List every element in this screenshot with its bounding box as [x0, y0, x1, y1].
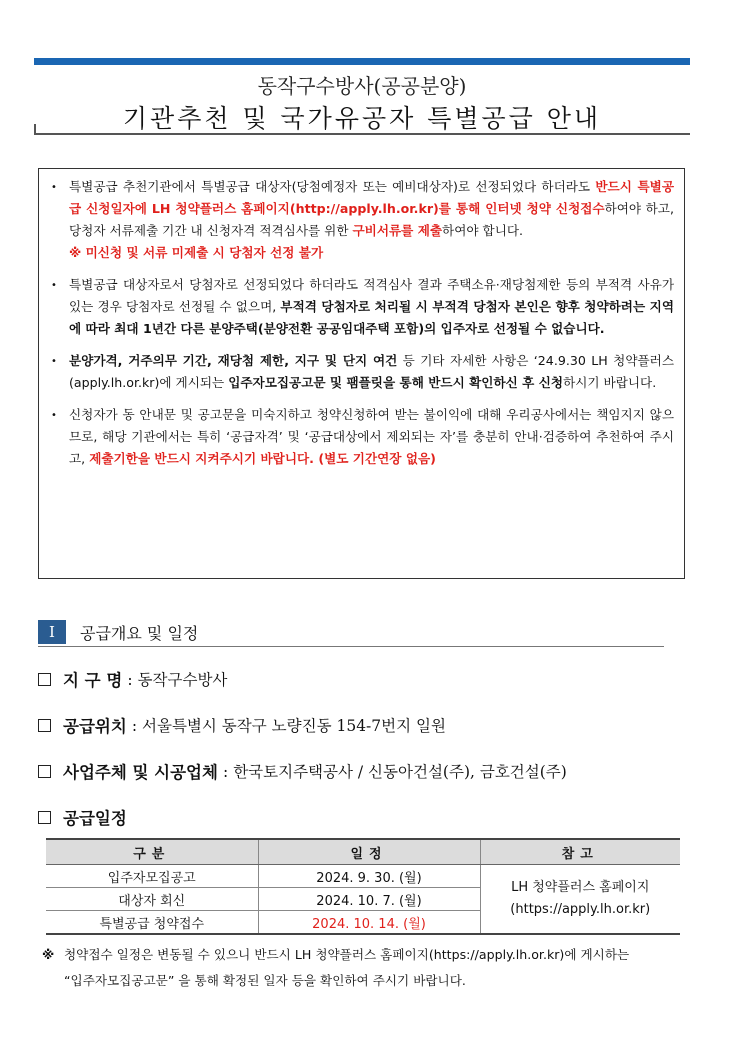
checkbox-icon	[38, 811, 51, 824]
notice-emphasis: 제출기한을 반드시 지켜주시기 바랍니다. (별도 기간연장 없음)	[89, 451, 436, 466]
col-header: 참고	[480, 839, 680, 865]
item-schedule: 공급일정	[38, 805, 127, 829]
doc-title: 기관추천 및 국가유공자 특별공급 안내	[122, 104, 602, 133]
bullet-icon: •	[51, 280, 57, 291]
bullet-icon: •	[51, 356, 57, 367]
checkbox-icon	[38, 765, 51, 778]
row-item: 대상자 회신	[46, 888, 258, 911]
row-date: 2024. 9. 30. (월)	[258, 865, 480, 888]
checkbox-icon	[38, 673, 51, 686]
title-underline	[34, 133, 690, 135]
row-date-highlight: 2024. 10. 14. (월)	[258, 911, 480, 935]
notice-emphasis: 반드시 특별공급 신청일자에 LH 청약플러스 홈페이지(http://apply.lh.or.kr)를 통해 인터넷 청약 신청접수	[69, 179, 674, 216]
notice-bullet-4: • 신청자가 동 안내문 및 공고문을 미숙지하고 청약신청하여 받는 불이익에 대해 우리공사에서는 책임지지 않으므로, 해당 기관에서는 특히 ‘공급자격’ 및 ‘공급대상에서 제외되는 자’를 충분히 안내·검증하여 추천하여 주시고, 제출기한을 반드시 지켜주시기 바랍니다. (별도 기간연장 없음)	[51, 404, 674, 470]
notice-bullet-2: • 특별공급 대상자로서 당첨자로 선정되었다 하더라도 적격심사 결과 주택소유·재당첨제한 등의 부적격 사유가 있는 경우 당첨자로 선정될 수 없으며, 부적격 당첨자로 처리될 시 부적격 당첨자 본인은 향후 청약하려는 지역에 따라 최대 1년간 다른 분양주택(분양전환 공공임대주택 포함)의 입주자로 선정될 수 없습니다.	[51, 274, 674, 340]
section-number: Ⅰ	[38, 620, 66, 644]
bullet-icon: •	[51, 410, 57, 421]
item-operator: 사업주체 및 시공업체 : 한국토지주택공사 / 신동아건설(주), 금호건설(주)	[38, 759, 567, 783]
row-item: 입주자모집공고	[46, 865, 258, 888]
bullet-icon: •	[51, 182, 57, 193]
schedule-table	[46, 838, 680, 935]
col-header: 일정	[258, 839, 480, 865]
footnote: ※ 청약접수 일정은 변동될 수 있으니 반드시 LH 청약플러스 홈페이지(https://apply.lh.or.kr)에 게시하는 “입주자모집공고문” 을 통해 확정된 일자 등을 확인하여 주시기 바랍니다.	[42, 942, 692, 994]
header-top-bar	[34, 58, 690, 65]
notice-box	[38, 168, 685, 579]
notice-warning: ※ 미신청 및 서류 미제출 시 당첨자 선정 불가	[69, 245, 324, 260]
section-divider	[38, 646, 664, 647]
notice-bullet-3: • 분양가격, 거주의무 기간, 재당첨 제한, 지구 및 단지 여건 등 기타 자세한 사항은 ‘24.9.30 LH 청약플러스(apply.lh.or.kr)에 게시되는 입주자모집공고문 및 팸플릿을 통해 반드시 확인하신 후 신청하시기 바랍니다.	[51, 350, 674, 394]
item-district: 지 구 명 : 동작구수방사	[38, 667, 227, 691]
reference-cell: LH 청약플러스 홈페이지 (https://apply.lh.or.kr)	[480, 865, 680, 935]
col-header: 구분	[46, 839, 258, 865]
notice-emphasis: 구비서류를 제출	[352, 223, 443, 238]
table-row	[46, 865, 680, 888]
notice-bold: 분양가격, 거주의무 기간, 재당첨 제한, 지구 및 단지 여건	[69, 353, 398, 368]
row-item: 특별공급 청약접수	[46, 911, 258, 935]
doc-subtitle: 동작구수방사(공공분양)	[257, 74, 467, 98]
table-header-row	[46, 839, 680, 865]
section-title: 공급개요 및 일정	[80, 624, 199, 643]
note-mark: ※	[42, 947, 55, 962]
notice-bold: 부적격 당첨자로 처리될 시 부적격 당첨자 본인은 향후 청약하려는 지역에 따라 최대 1년간 다른 분양주택(분양전환 공공임대주택 포함)의 입주자로 선정될 수 없습니다.	[69, 299, 674, 336]
notice-bullet-1: • 특별공급 추천기관에서 특별공급 대상자(당첨예정자 또는 예비대상자)로 선정되었다 하더라도 반드시 특별공급 신청일자에 LH 청약플러스 홈페이지(http://apply.lh.or.kr)를 통해 인터넷 청약 신청접수하여야 하고, 당청자 서류제출 기간 내 신청자격 적격심사를 위한 구비서류를 제출하여야 합니다. ※ 미신청 및 서류 미제출 시 당첨자 선정 불가	[51, 176, 674, 264]
notice-bold: 입주자모집공고문 및 팸플릿을 통해 반드시 확인하신 후 신청	[228, 375, 564, 390]
item-location: 공급위치 : 서울특별시 동작구 노량진동 154-7번지 일원	[38, 713, 446, 737]
row-date: 2024. 10. 7. (월)	[258, 888, 480, 911]
checkbox-icon	[38, 719, 51, 732]
